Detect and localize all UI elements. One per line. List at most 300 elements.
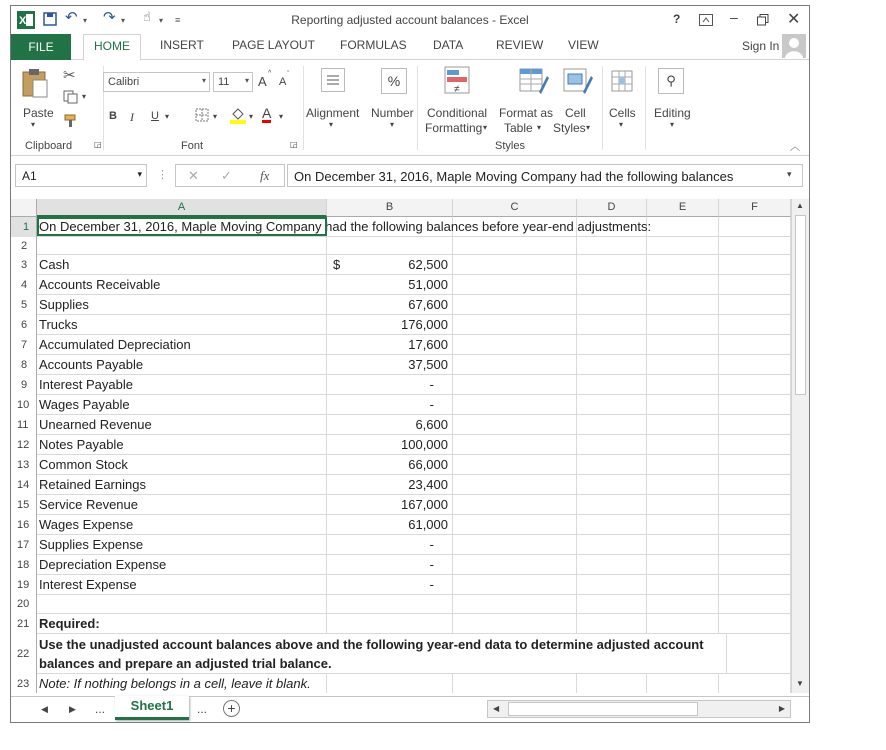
cell-c[interactable]	[453, 455, 577, 474]
cell-b[interactable]	[327, 595, 453, 613]
cell-a[interactable]: Interest Expense	[37, 575, 327, 594]
cell-d[interactable]	[577, 355, 647, 374]
vertical-scroll-thumb[interactable]	[795, 215, 806, 395]
undo-dropdown-icon[interactable]: ▾	[83, 16, 88, 25]
next-sheet-icon[interactable]: ▶	[69, 704, 76, 714]
cell-a[interactable]: Accumulated Depreciation	[37, 335, 327, 354]
cell-e[interactable]	[647, 335, 719, 354]
clipboard-dialog-launcher-icon[interactable]: ◲	[94, 140, 102, 149]
cells-icon[interactable]	[611, 70, 633, 92]
fill-color-dropdown-icon[interactable]: ▾	[249, 112, 254, 121]
cell-a[interactable]: Supplies Expense	[37, 535, 327, 554]
prev-sheet-icon[interactable]: ◀	[41, 704, 48, 714]
cell-c[interactable]	[453, 515, 577, 534]
cell-c[interactable]	[453, 475, 577, 494]
underline-button[interactable]: U	[151, 110, 159, 122]
redo-icon[interactable]: ↷	[103, 9, 116, 26]
sheets-left-ellipsis[interactable]: ...	[95, 702, 106, 716]
cell-f[interactable]	[719, 295, 791, 314]
formula-buttons	[175, 164, 285, 187]
customize-toolbar-icon[interactable]: ≡	[175, 15, 181, 25]
column-header-a[interactable]: A	[37, 199, 327, 217]
cell-b-value: 6,600	[415, 417, 448, 432]
ribbon-display-options-icon[interactable]	[699, 14, 713, 26]
conditional-formatting-dropdown-icon[interactable]: ▾	[483, 123, 488, 132]
cell-c[interactable]	[453, 335, 577, 354]
sheets-right-ellipsis[interactable]: ...	[197, 702, 208, 716]
cell-styles-label-2[interactable]: Styles	[553, 121, 586, 135]
cell-d[interactable]	[577, 455, 647, 474]
cell-b[interactable]	[327, 375, 453, 394]
cell-a[interactable]: Wages Expense	[37, 515, 327, 534]
cell-c[interactable]	[453, 295, 577, 314]
cell-a[interactable]: Depreciation Expense	[37, 555, 327, 574]
sign-in-link[interactable]: Sign In	[742, 39, 780, 53]
cell-b[interactable]	[327, 335, 453, 354]
formula-input[interactable]	[287, 164, 803, 187]
shrink-font-button[interactable]: A	[279, 76, 287, 88]
cell-c[interactable]	[453, 495, 577, 514]
cell-d[interactable]	[577, 435, 647, 454]
cell-b[interactable]	[327, 435, 453, 454]
cell-b-value: -	[429, 397, 434, 412]
cell-e[interactable]	[647, 674, 719, 693]
cell-c[interactable]	[453, 275, 577, 294]
table-row	[37, 614, 791, 634]
cell-b[interactable]	[327, 495, 453, 514]
cell-d[interactable]	[577, 614, 647, 633]
svg-text:X: X	[19, 15, 27, 27]
table-row	[37, 455, 791, 475]
cell-f[interactable]	[719, 395, 791, 414]
copy-dropdown-icon[interactable]: ▾	[82, 92, 87, 101]
cell-e[interactable]	[647, 614, 719, 633]
table-row	[37, 435, 791, 455]
tab-view[interactable]: VIEW	[568, 38, 599, 52]
svg-text:≠: ≠	[454, 84, 460, 95]
cell-d[interactable]	[577, 315, 647, 334]
row-header[interactable]: 17	[11, 535, 37, 555]
window-title: Reporting adjusted account balances - Excel	[291, 13, 529, 27]
cell-e[interactable]	[647, 515, 719, 534]
tab-insert[interactable]: INSERT	[160, 38, 204, 52]
cell-a[interactable]	[37, 237, 327, 254]
font-color-dropdown-icon[interactable]: ▾	[279, 112, 284, 121]
row-header[interactable]: 10	[11, 395, 37, 415]
tab-home[interactable]: HOME	[83, 34, 141, 61]
excel-window	[10, 5, 810, 723]
row-header[interactable]: 20	[11, 595, 37, 614]
scroll-up-icon[interactable]: ▲	[796, 201, 804, 210]
help-button[interactable]: ?	[673, 12, 681, 26]
cell-a[interactable]: Accounts Receivable	[37, 275, 327, 294]
cell-d[interactable]	[577, 535, 647, 554]
tab-formulas[interactable]: FORMULAS	[340, 38, 407, 52]
new-sheet-button[interactable]: +	[223, 700, 240, 717]
row-header[interactable]: 15	[11, 495, 37, 515]
column-header-b[interactable]: B	[327, 199, 453, 217]
format-as-table-dropdown-icon[interactable]: ▾	[537, 123, 542, 132]
paste-dropdown-icon[interactable]: ▾	[31, 120, 36, 129]
column-header-e[interactable]: E	[647, 199, 719, 217]
cell-d[interactable]	[577, 255, 647, 274]
cell-e[interactable]	[647, 255, 719, 274]
scroll-left-icon[interactable]: ◀	[493, 704, 500, 713]
cell-b-value: -	[429, 537, 434, 552]
table-row	[37, 217, 791, 237]
cell-b[interactable]	[327, 455, 453, 474]
editing-dropdown-icon[interactable]: ▾	[670, 120, 675, 129]
borders-dropdown-icon[interactable]: ▾	[213, 112, 218, 121]
cell-e[interactable]	[647, 295, 719, 314]
cell-b-value: 61,000	[408, 517, 448, 532]
cell-styles-label-1[interactable]: Cell	[565, 106, 586, 120]
cell-e[interactable]	[647, 315, 719, 334]
cell-c[interactable]	[453, 595, 577, 613]
cell-c[interactable]	[453, 255, 577, 274]
font-name-value: Calibri	[108, 76, 140, 88]
cell-b-value: 62,500	[408, 257, 448, 272]
table-row	[37, 575, 791, 595]
select-all-corner[interactable]	[11, 199, 37, 217]
row-header[interactable]: 6	[11, 315, 37, 335]
cell-a[interactable]: Cash	[37, 255, 327, 274]
cell-c[interactable]	[453, 535, 577, 554]
cell-a[interactable]: Retained Earnings	[37, 475, 327, 494]
cell-b[interactable]	[327, 237, 453, 254]
cell-e[interactable]	[647, 535, 719, 554]
row-header[interactable]: 4	[11, 275, 37, 295]
cell-b[interactable]	[327, 315, 453, 334]
cell-b-value: 23,400	[408, 477, 448, 492]
cell-f[interactable]	[719, 515, 791, 534]
row-header[interactable]: 3	[11, 255, 37, 275]
font-dialog-launcher-icon[interactable]: ◲	[290, 140, 298, 149]
horizontal-scroll-thumb[interactable]	[508, 702, 698, 716]
cell-a[interactable]: Required:	[37, 614, 327, 633]
cell-b[interactable]	[327, 275, 453, 294]
cell-b[interactable]	[327, 614, 453, 633]
cut-icon[interactable]: ✂	[63, 67, 76, 84]
cell-b-value: -	[429, 577, 434, 592]
cell-a[interactable]: On December 31, 2016, Maple Moving Company had the following balances before year-end adjustments:	[39, 219, 652, 234]
row-header[interactable]: 1	[11, 217, 37, 237]
alignment-button[interactable]: Alignment	[306, 106, 360, 120]
cell-e[interactable]	[647, 375, 719, 394]
cell-e[interactable]	[647, 475, 719, 494]
cell-d[interactable]	[577, 335, 647, 354]
row-header[interactable]: 21	[11, 614, 37, 634]
cell-f[interactable]	[719, 674, 791, 693]
copy-icon[interactable]	[63, 90, 79, 104]
cell-a[interactable]: Common Stock	[37, 455, 327, 474]
table-row	[37, 535, 791, 555]
cell-b[interactable]	[327, 575, 453, 594]
cell-a[interactable]: Accounts Payable	[37, 355, 327, 374]
row-header[interactable]: 12	[11, 435, 37, 455]
number-button[interactable]: Number	[371, 106, 414, 120]
ribbon-tabs	[11, 34, 809, 60]
cell-d[interactable]	[577, 237, 647, 254]
editing-button[interactable]: Editing	[654, 106, 691, 120]
format-painter-icon[interactable]	[63, 114, 79, 128]
cell-f[interactable]	[719, 455, 791, 474]
table-row	[37, 255, 791, 275]
cell-b-value: 100,000	[401, 437, 448, 452]
cell-e[interactable]	[647, 237, 719, 254]
cell-f[interactable]	[719, 355, 791, 374]
cell-a[interactable]: Trucks	[37, 315, 327, 334]
table-row	[37, 295, 791, 315]
cell-d[interactable]	[577, 395, 647, 414]
cell-a[interactable]	[37, 595, 327, 613]
cell-d[interactable]	[577, 275, 647, 294]
row-header[interactable]: 22	[11, 634, 37, 674]
row-header[interactable]: 23	[11, 674, 37, 693]
formula-bar-grip-icon: ⋮	[157, 169, 168, 181]
conditional-formatting-icon[interactable]	[444, 66, 472, 96]
bold-button[interactable]: B	[109, 110, 117, 122]
cell-e[interactable]	[647, 217, 719, 236]
cell-e[interactable]	[647, 395, 719, 414]
insert-function-icon[interactable]: fx	[260, 168, 270, 183]
cancel-entry-icon[interactable]: ✕	[188, 168, 199, 183]
cell-b[interactable]	[327, 515, 453, 534]
table-row	[37, 595, 791, 614]
cell-d[interactable]	[577, 375, 647, 394]
alignment-icon[interactable]	[321, 68, 345, 92]
column-header-d[interactable]: D	[577, 199, 647, 217]
borders-icon[interactable]	[195, 108, 209, 122]
cell-e[interactable]	[647, 415, 719, 434]
cells-button[interactable]: Cells	[609, 106, 636, 120]
undo-icon[interactable]: ↶	[65, 9, 78, 26]
confirm-entry-icon[interactable]: ✓	[221, 168, 232, 183]
cell-b[interactable]	[327, 395, 453, 414]
cell-f[interactable]	[719, 475, 791, 494]
row-header[interactable]: 19	[11, 575, 37, 595]
sheet-tab-sheet1[interactable]: Sheet1	[115, 696, 189, 720]
cell-b[interactable]	[327, 355, 453, 374]
font-color-button[interactable]: A	[262, 105, 272, 121]
cell-c[interactable]	[453, 375, 577, 394]
format-as-table-label-1[interactable]: Format as	[499, 106, 554, 120]
formula-content: On December 31, 2016, Maple Moving Company had the following balances	[294, 169, 734, 184]
cell-c[interactable]	[453, 435, 577, 454]
cell-f[interactable]	[719, 535, 791, 554]
collapse-ribbon-icon[interactable]: ︿	[790, 142, 800, 153]
row-header[interactable]: 11	[11, 415, 37, 435]
worksheet-grid[interactable]	[11, 199, 791, 693]
cell-f[interactable]	[719, 375, 791, 394]
cell-d[interactable]	[577, 555, 647, 574]
name-box[interactable]	[15, 164, 147, 187]
clipboard-icon[interactable]	[21, 66, 49, 98]
close-icon[interactable]: ✕	[787, 11, 801, 28]
cell-e[interactable]	[647, 495, 719, 514]
alignment-dropdown-icon[interactable]: ▾	[329, 120, 334, 129]
cell-e[interactable]	[647, 275, 719, 294]
table-row	[37, 395, 791, 415]
tab-data[interactable]: DATA	[433, 38, 464, 52]
cell-b[interactable]	[327, 555, 453, 574]
cell-f[interactable]	[719, 614, 791, 633]
cell-a[interactable]: Use the unadjusted account balances above and the following year-end data to determine adjusted account balances and prepare an adjusted trial balance.	[37, 634, 727, 673]
cells-dropdown-icon[interactable]: ▾	[619, 120, 624, 129]
cell-e[interactable]	[647, 455, 719, 474]
format-as-table-label-2[interactable]: Table	[504, 121, 533, 135]
cell-c[interactable]	[453, 415, 577, 434]
cell-d[interactable]	[577, 295, 647, 314]
row-header[interactable]: 2	[11, 237, 37, 255]
font-size-value: 11	[218, 76, 230, 88]
paste-label[interactable]: Paste	[23, 106, 54, 120]
table-row	[37, 495, 791, 515]
grow-font-button[interactable]: A	[258, 74, 267, 89]
binoculars-icon[interactable]: ⚲	[658, 68, 684, 94]
cell-c[interactable]	[453, 575, 577, 594]
cell-c[interactable]	[453, 237, 577, 254]
table-row	[37, 335, 791, 355]
cell-f[interactable]	[719, 315, 791, 334]
cell-a[interactable]: Unearned Revenue	[37, 415, 327, 434]
column-header-c[interactable]: C	[453, 199, 577, 217]
vertical-scrollbar[interactable]	[791, 199, 809, 693]
cell-c[interactable]	[453, 315, 577, 334]
cell-f[interactable]	[719, 237, 791, 254]
table-row	[37, 315, 791, 335]
font-size-select[interactable]	[213, 72, 253, 92]
cell-b[interactable]	[327, 674, 453, 693]
cell-f[interactable]	[719, 575, 791, 594]
percent-icon[interactable]: %	[381, 68, 407, 94]
horizontal-scrollbar[interactable]	[487, 700, 791, 718]
cell-b-value: -	[429, 557, 434, 572]
cell-styles-dropdown-icon[interactable]: ▾	[586, 123, 591, 132]
column-header-f[interactable]: F	[719, 199, 791, 217]
cell-b[interactable]	[327, 415, 453, 434]
user-avatar-icon[interactable]	[782, 34, 806, 58]
cell-f[interactable]	[719, 415, 791, 434]
cell-f[interactable]	[719, 275, 791, 294]
table-row	[37, 674, 791, 693]
cell-d[interactable]	[577, 475, 647, 494]
currency-symbol: $	[333, 257, 341, 272]
name-box-value: A1	[22, 169, 37, 183]
row-header[interactable]: 7	[11, 335, 37, 355]
underline-dropdown-icon[interactable]: ▾	[165, 112, 170, 121]
tab-file[interactable]: FILE	[11, 34, 71, 60]
cell-d[interactable]	[577, 595, 647, 613]
row-header[interactable]: 9	[11, 375, 37, 395]
tab-page-layout[interactable]: PAGE LAYOUT	[232, 38, 315, 52]
cell-b[interactable]	[327, 255, 453, 274]
cell-d[interactable]	[577, 495, 647, 514]
row-header[interactable]: 5	[11, 295, 37, 315]
font-name-select[interactable]	[103, 72, 210, 92]
table-row	[37, 375, 791, 395]
italic-button[interactable]: I	[130, 110, 134, 124]
cell-b[interactable]	[327, 295, 453, 314]
styles-group-label: Styles	[495, 140, 525, 152]
redo-dropdown-icon[interactable]: ▾	[121, 16, 126, 25]
cell-c[interactable]	[453, 555, 577, 574]
cell-e[interactable]	[647, 555, 719, 574]
row-header[interactable]: 16	[11, 515, 37, 535]
cell-c[interactable]	[453, 355, 577, 374]
cell-b-value: 17,600	[408, 337, 448, 352]
cell-d[interactable]	[577, 515, 647, 534]
cell-styles-icon[interactable]	[563, 66, 593, 96]
row-header[interactable]: 8	[11, 355, 37, 375]
table-row	[37, 355, 791, 375]
chevron-down-icon: ▾	[244, 76, 249, 85]
cell-d[interactable]	[577, 674, 647, 693]
cell-a[interactable]: Interest Payable	[37, 375, 327, 394]
cell-a[interactable]: Wages Payable	[37, 395, 327, 414]
cell-b[interactable]	[327, 535, 453, 554]
chevron-down-icon: ▾	[201, 76, 206, 85]
cell-c[interactable]	[453, 614, 577, 633]
cell-e[interactable]	[647, 575, 719, 594]
cell-f[interactable]	[719, 595, 791, 613]
cell-a[interactable]: Supplies	[37, 295, 327, 314]
conditional-formatting-label-1[interactable]: Conditional	[427, 106, 488, 120]
cell-a[interactable]: Notes Payable	[37, 435, 327, 454]
row-header[interactable]: 18	[11, 555, 37, 575]
row-header[interactable]: 14	[11, 475, 37, 495]
tab-review[interactable]: REVIEW	[496, 38, 544, 52]
table-row	[37, 475, 791, 495]
cell-d[interactable]	[577, 415, 647, 434]
cell-b[interactable]	[327, 475, 453, 494]
cell-f[interactable]	[719, 495, 791, 514]
cell-f[interactable]	[719, 435, 791, 454]
touch-mode-icon[interactable]: ☝	[143, 9, 151, 24]
cell-f[interactable]	[719, 634, 791, 673]
cell-c[interactable]	[453, 395, 577, 414]
cell-b-value: 51,000	[408, 277, 448, 292]
title-bar	[11, 6, 809, 34]
fill-color-icon[interactable]	[229, 106, 247, 124]
font-group-label: Font	[181, 140, 204, 152]
cell-a[interactable]: Service Revenue	[37, 495, 327, 514]
cell-c[interactable]	[453, 674, 577, 693]
table-row	[37, 555, 791, 575]
touch-dropdown-icon[interactable]: ▾	[159, 16, 164, 25]
cell-f[interactable]	[719, 335, 791, 354]
table-row	[37, 634, 791, 674]
format-as-table-icon[interactable]	[519, 66, 549, 96]
scroll-down-icon[interactable]: ▼	[796, 679, 804, 688]
cell-e[interactable]	[647, 355, 719, 374]
number-dropdown-icon[interactable]: ▾	[390, 120, 395, 129]
cell-e[interactable]	[647, 595, 719, 613]
minimize-icon[interactable]: –	[730, 9, 738, 25]
clipboard-group-label: Clipboard	[25, 140, 73, 152]
cell-d[interactable]	[577, 575, 647, 594]
cell-f[interactable]	[719, 555, 791, 574]
restore-icon[interactable]	[757, 14, 769, 26]
expand-formula-bar-icon[interactable]: ▾	[787, 169, 792, 179]
cell-e[interactable]	[647, 435, 719, 454]
scroll-right-icon[interactable]: ▶	[778, 704, 785, 713]
row-header[interactable]: 13	[11, 455, 37, 475]
cell-a[interactable]: Note: If nothing belongs in a cell, leave it blank.	[37, 674, 327, 693]
conditional-formatting-label-2[interactable]: Formatting	[425, 121, 483, 135]
cell-f[interactable]	[719, 255, 791, 274]
cell-f[interactable]	[719, 217, 791, 236]
